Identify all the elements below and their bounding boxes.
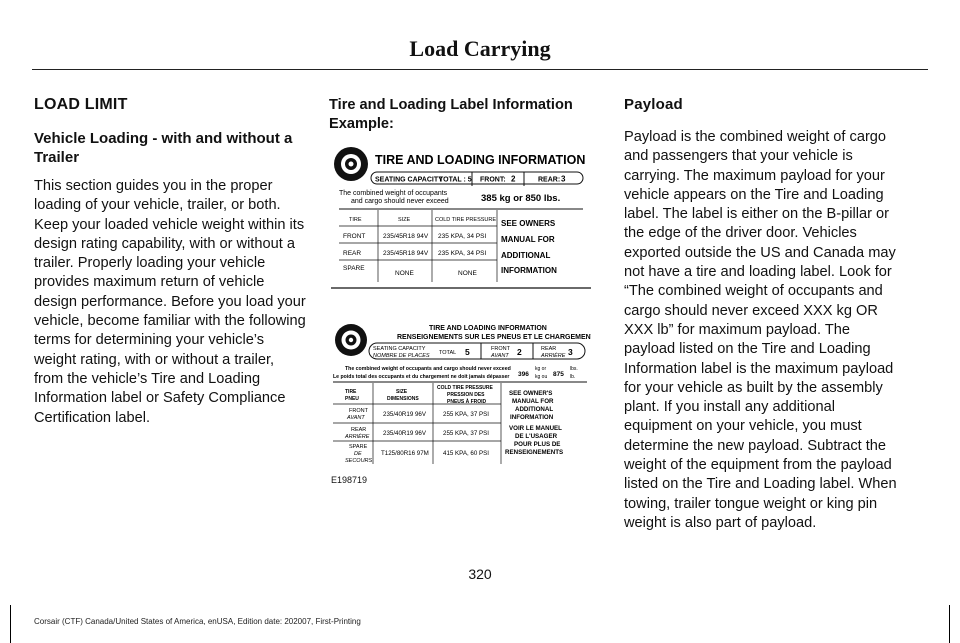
- row-front-tire: FRONT: [343, 233, 366, 240]
- combined-weight-line2: and cargo should never exceed: [351, 198, 449, 205]
- image-code: E198719: [331, 475, 368, 485]
- row-front-size: 235/45R18 94V: [383, 233, 429, 240]
- rear-seats-value: 3: [561, 174, 566, 184]
- label2-total-value: 5: [465, 347, 470, 357]
- column-payload: [624, 96, 900, 533]
- tire-loading-label-bilingual-graphic: [331, 318, 591, 468]
- rear-seats-label: REAR:: [538, 176, 561, 184]
- col-pressure-header: COLD TIRE PRESSURE: [435, 217, 497, 223]
- column-label-example: [329, 96, 601, 144]
- label2-col-pressure-fr2: PNEUS À FROID: [447, 399, 487, 405]
- tire-loading-label-bilingual: [331, 318, 591, 468]
- label2-rear-value: 3: [568, 347, 573, 357]
- label2-title-en: TIRE AND LOADING INFORMATION: [429, 325, 547, 332]
- label2-rear-en: REAR: [541, 346, 557, 352]
- label2-lb-unit-en: lbs.: [570, 366, 578, 372]
- row-rear-tire: REAR: [343, 250, 362, 257]
- label2-side-3: ADDITIONAL: [515, 406, 554, 413]
- label2-col-pressure-en: COLD TIRE PRESSURE: [437, 385, 493, 391]
- label2-kg-unit-fr: kg ou: [535, 374, 548, 380]
- row-spare-tire: SPARE: [343, 265, 365, 272]
- row-rear-size: 235/45R18 94V: [383, 250, 429, 257]
- side-note-line2: MANUAL FOR: [501, 235, 555, 244]
- subsection-heading: Vehicle Loading - with and without a Trailer: [34, 130, 293, 166]
- tire-icon: [335, 324, 367, 356]
- label2-row-spare-t1: SPARE: [349, 444, 368, 450]
- crop-mark-right: [949, 605, 950, 643]
- label2-combined-en: The combined weight of occupants and cargo should never exceed: [345, 366, 511, 372]
- label2-row-spare-pressure: 415 KPA, 60 PSI: [443, 450, 489, 457]
- label2-row-rear-size: 235/40R19 96V: [383, 430, 427, 437]
- payload-paragraph: Payload is the combined weight of cargo and passengers that your vehicle is carrying. The maximum payload for your vehicle appears on the Tire and Loading label. The label is either on the B-pillar or the edge of the driver door. Vehicles exported outside the US and Canada may not have a tire and loading label. Look for “The combined weight of occupants and cargo should never exceed XXX kg OR XXX lb” for maximum payload. The payload listed on the Tire and Loading Information label is the maximum payload for your vehicle as built by the assembly plant. If you install any additional equipment on your vehicle, you must determine the new payload. Subtract the weight of the equipment from the payload listed on the Tire and Loading label. When towing, trailer tongue weight or king pin weight is also part of payload.: [624, 129, 897, 531]
- combined-weight-value: 385 kg or 850 lbs.: [481, 193, 561, 204]
- label2-side-1: SEE OWNER'S: [509, 390, 553, 397]
- total-seats: TOTAL : 5: [439, 176, 472, 184]
- page-number: 320: [468, 566, 492, 582]
- label2-row-spare-t2: DE: [354, 451, 362, 457]
- body-paragraph: This section guides you in the proper loading of your vehicle, trailer, or both. Keep your loaded vehicle weight within its design rating capability, with or without a trailer. Properly loading your vehicle provides maximum return of vehicle design performance. Before you load your vehicle, become familiar with the following terms for determining your vehicle’s weight rating, with or without a trailer, from the vehicle’s Tire and Loading Information label or Safety Compliance Certification label.: [34, 178, 306, 426]
- column-load-limit: [34, 96, 306, 428]
- label2-row-front-t1: FRONT: [349, 408, 368, 414]
- label2-kg-unit-en: kg or: [535, 366, 547, 372]
- label2-lb-unit-fr: lb.: [570, 374, 576, 380]
- crop-mark-left: [10, 605, 11, 643]
- label2-row-rear-t2: ARRIÈRE: [345, 434, 370, 440]
- tire-loading-label-graphic: [331, 142, 591, 290]
- label2-side-6: DE L'USAGER: [515, 433, 558, 440]
- label2-col-size-en: SIZE: [396, 389, 408, 395]
- label2-row-spare-t3: SECOURS: [345, 458, 373, 464]
- side-note-line4: INFORMATION: [501, 266, 557, 275]
- label2-col-size-fr: DIMENSIONS: [387, 396, 419, 402]
- row-rear-pressure: 235 KPA, 34 PSI: [438, 250, 487, 257]
- label2-row-spare-size: T125/80R16 97M: [381, 450, 429, 457]
- payload-heading: Payload: [624, 96, 683, 113]
- label2-seating-fr: NOMBRE DE PLACES: [373, 353, 430, 359]
- seating-capacity-label: SEATING CAPACITY: [375, 176, 443, 184]
- tire-loading-label-en: [331, 142, 591, 290]
- side-note-line1: SEE OWNERS: [501, 219, 556, 228]
- label2-front-en: FRONT: [491, 346, 510, 352]
- edition-footer: Corsair (CTF) Canada/United States of America, enUSA, Edition date: 202007, First-Printing: [34, 617, 361, 626]
- row-front-pressure: 235 KPA, 34 PSI: [438, 233, 487, 240]
- label2-rear-fr: ARRIÈRE: [541, 353, 566, 359]
- section-heading: LOAD LIMIT: [34, 96, 128, 113]
- front-seats-value: 2: [511, 174, 516, 184]
- label2-lb-value: 875: [553, 371, 564, 378]
- label2-side-5: VOIR LE MANUEL: [509, 425, 562, 432]
- combined-weight-line1: The combined weight of occupants: [339, 190, 448, 197]
- side-note-line3: ADDITIONAL: [501, 251, 551, 260]
- label2-kg-value: 396: [518, 371, 529, 378]
- label2-side-2: MANUAL FOR: [512, 398, 554, 405]
- label2-front-fr: AVANT: [491, 353, 509, 359]
- header-divider: [32, 69, 928, 70]
- label2-col-tire-en: TIRE: [345, 389, 357, 395]
- label2-row-rear-pressure: 255 KPA, 37 PSI: [443, 430, 489, 437]
- label2-seating-en: SEATING CAPACITY: [373, 346, 426, 352]
- tire-icon: [334, 147, 368, 181]
- label2-front-value: 2: [517, 347, 522, 357]
- col-tire-header: TIRE: [349, 217, 362, 223]
- label-example-heading: Tire and Loading Label Information Example:: [329, 97, 573, 132]
- label2-col-pressure-fr1: PRESSION DES: [447, 392, 485, 398]
- label2-col-tire-fr: PNEU: [345, 396, 359, 402]
- row-spare-pressure: NONE: [458, 270, 477, 277]
- label-title: TIRE AND LOADING INFORMATION: [375, 153, 586, 167]
- label2-total-label: TOTAL: [439, 350, 457, 356]
- label2-combined-fr: Le poids total des occupants et du chargement ne doit jamais dépasser: [333, 374, 510, 380]
- label2-side-8: RENSEIGNEMENTS: [505, 449, 564, 456]
- label2-row-front-pressure: 255 KPA, 37 PSI: [443, 411, 489, 418]
- label2-side-7: POUR PLUS DE: [514, 441, 561, 448]
- label2-row-rear-t1: REAR: [351, 427, 367, 433]
- label2-side-4: INFORMATION: [510, 414, 554, 421]
- page-title: Load Carrying: [409, 36, 551, 61]
- label2-row-front-t2: AVANT: [347, 415, 365, 421]
- label2-row-front-size: 235/40R19 96V: [383, 411, 427, 418]
- front-seats-label: FRONT:: [480, 176, 506, 184]
- label2-title-fr: RENSEIGNEMENTS SUR LES PNEUS ET LE CHARGEMENT: [397, 334, 591, 341]
- row-spare-size: NONE: [395, 270, 414, 277]
- col-size-header: SIZE: [398, 217, 411, 223]
